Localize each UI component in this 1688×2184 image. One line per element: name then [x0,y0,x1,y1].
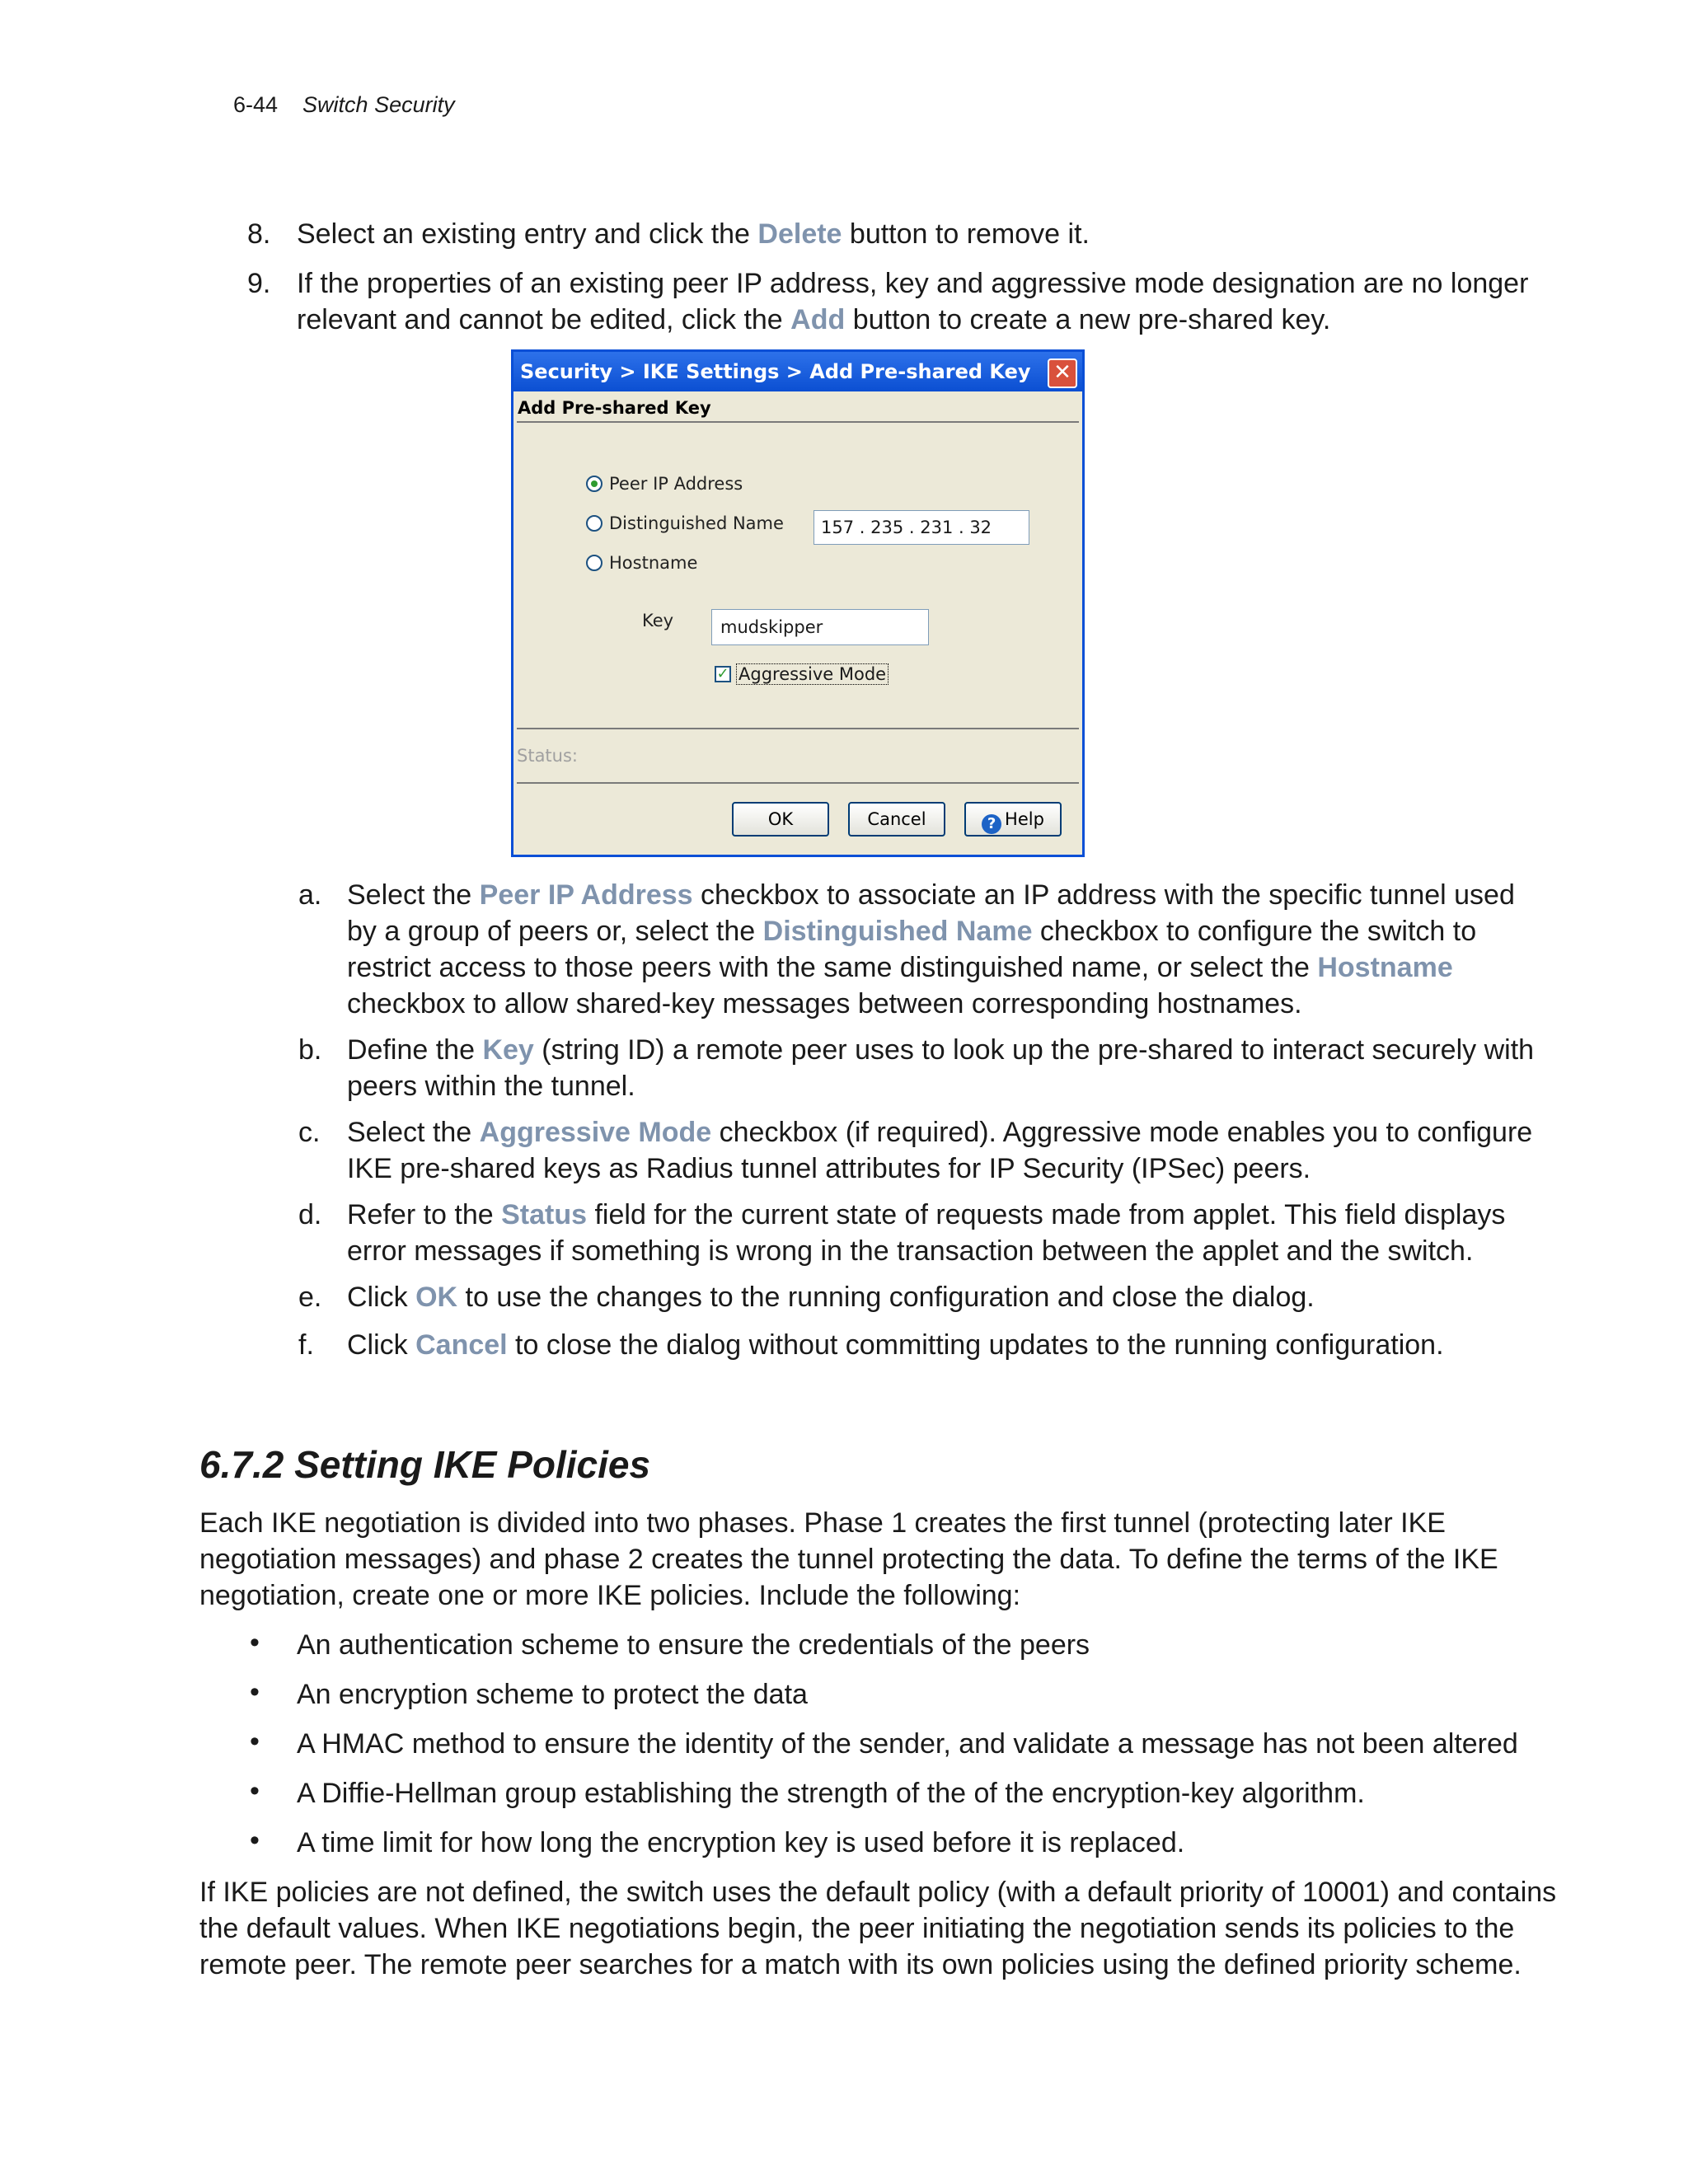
radio-peer-ip[interactable] [586,474,743,494]
substep-letter: d. [298,1199,322,1230]
radio-icon[interactable] [586,555,603,571]
key-input[interactable]: mudskipper [711,609,929,645]
substep-letter: a. [298,879,322,911]
bullet-item: A HMAC method to ensure the identity of the sender, and validate a message has not been altered [297,1728,1518,1760]
dialog-title: Security > IKE Settings > Add Pre-shared Key [520,360,1031,383]
ip-address-field[interactable]: 157 . 235 . 231 . 32 [814,510,1029,545]
closing-line-1: If IKE policies are not defined, the switch uses the default policy (with a default priority of 10001) and contains [199,1877,1557,1908]
group-divider [517,421,1079,423]
substep-line: Click OK to use the changes to the running configuration and close the dialog. [347,1282,1315,1313]
group-label: Add Pre-shared Key [518,398,711,418]
substep-line: IKE pre-shared keys as Radius tunnel attributes for IP Security (IPSec) peers. [347,1153,1311,1184]
key-label: Key [642,611,674,630]
radio-hostname[interactable] [586,553,697,573]
step-9-number: 9. [247,268,271,299]
step-9-line2: relevant and cannot be edited, click the Add button to create a new pre-shared key. [297,304,1331,335]
radio-distinguished-name-label: Distinguished Name [609,513,784,533]
step-8-text: Select an existing entry and click the Delete button to remove it. [297,218,1090,250]
bullet-icon: • [250,1825,260,1856]
help-button-label: Help [1005,809,1044,829]
page-header [233,92,455,118]
substep-letter: f. [298,1329,314,1361]
substep-line: checkbox to allow shared-key messages between corresponding hostnames. [347,988,1302,1019]
closing-line-3: remote peer. The remote peer searches for a match with its own policies using the defined priority scheme. [199,1949,1522,1980]
intro-line-3: negotiation, create one or more IKE policies. Include the following: [199,1580,1021,1611]
bullet-item: A time limit for how long the encryption key is used before it is replaced. [297,1827,1185,1858]
intro-line-1: Each IKE negotiation is divided into two phases. Phase 1 creates the first tunnel (protecting later IKE [199,1507,1446,1539]
substep-line: Select the Aggressive Mode checkbox (if required). Aggressive mode enables you to configure [347,1117,1533,1148]
cancel-button[interactable]: Cancel [848,802,945,837]
section-title: Switch Security [302,92,455,117]
bullet-item: A Diffie-Hellman group establishing the strength of the of the encryption-key algorithm. [297,1778,1365,1809]
intro-line-2: negotiation messages) and phase 2 creates the tunnel protecting the data. To define the terms of the IKE [199,1544,1498,1575]
aggressive-mode-checkbox[interactable] [715,663,889,685]
bullet-icon: • [250,1676,260,1708]
closing-line-2: the default values. When IKE negotiations begin, the peer initiating the negotiation sends its policies to the [199,1913,1515,1944]
radio-hostname-label: Hostname [609,553,698,573]
radio-distinguished-name[interactable] [586,513,784,533]
status-divider [517,728,1079,729]
section-heading: 6.7.2 Setting IKE Policies [199,1443,651,1486]
help-icon: ? [982,814,1001,834]
substep-line: restrict access to those peers with the same distinguished name, or select the Hostname [347,952,1453,983]
status-label: Status: [517,746,578,766]
dialog-title-bar [513,352,1082,391]
substep-line: Define the Key (string ID) a remote peer uses to look up the pre-shared to interact securely with [347,1034,1535,1066]
add-preshared-key-dialog [511,349,1085,857]
substep-letter: c. [298,1117,321,1148]
help-button[interactable] [964,802,1062,837]
substep-letter: e. [298,1282,322,1313]
bullet-icon: • [250,1627,260,1658]
bullet-icon: • [250,1726,260,1757]
substep-line: error messages if something is wrong in the transaction between the applet and the switch. [347,1235,1474,1267]
bullet-item: An encryption scheme to protect the data [297,1679,808,1710]
aggressive-mode-label: Aggressive Mode [736,663,889,685]
substep-letter: b. [298,1034,322,1066]
button-divider [517,782,1079,784]
substep-line: Select the Peer IP Address checkbox to associate an IP address with the specific tunnel used [347,879,1515,911]
radio-selected-icon[interactable] [586,476,603,492]
radio-icon[interactable] [586,515,603,532]
radio-peer-ip-label: Peer IP Address [609,474,743,494]
page-number: 6-44 [233,92,279,117]
step-8-number: 8. [247,218,271,250]
step-9-line1: If the properties of an existing peer IP address, key and aggressive mode designation are no longer [297,268,1529,299]
substep-line: Click Cancel to close the dialog without committing updates to the running configuration. [347,1329,1444,1361]
substep-line: Refer to the Status field for the current state of requests made from applet. This field displays [347,1199,1506,1230]
checkbox-checked-icon[interactable]: ✓ [715,666,731,682]
close-icon[interactable]: ✕ [1048,359,1077,388]
bullet-item: An authentication scheme to ensure the credentials of the peers [297,1629,1090,1661]
bullet-icon: • [250,1775,260,1807]
ok-button[interactable]: OK [732,802,829,837]
substep-line: peers within the tunnel. [347,1071,635,1102]
substep-line: by a group of peers or, select the Distinguished Name checkbox to configure the switch to [347,916,1477,947]
